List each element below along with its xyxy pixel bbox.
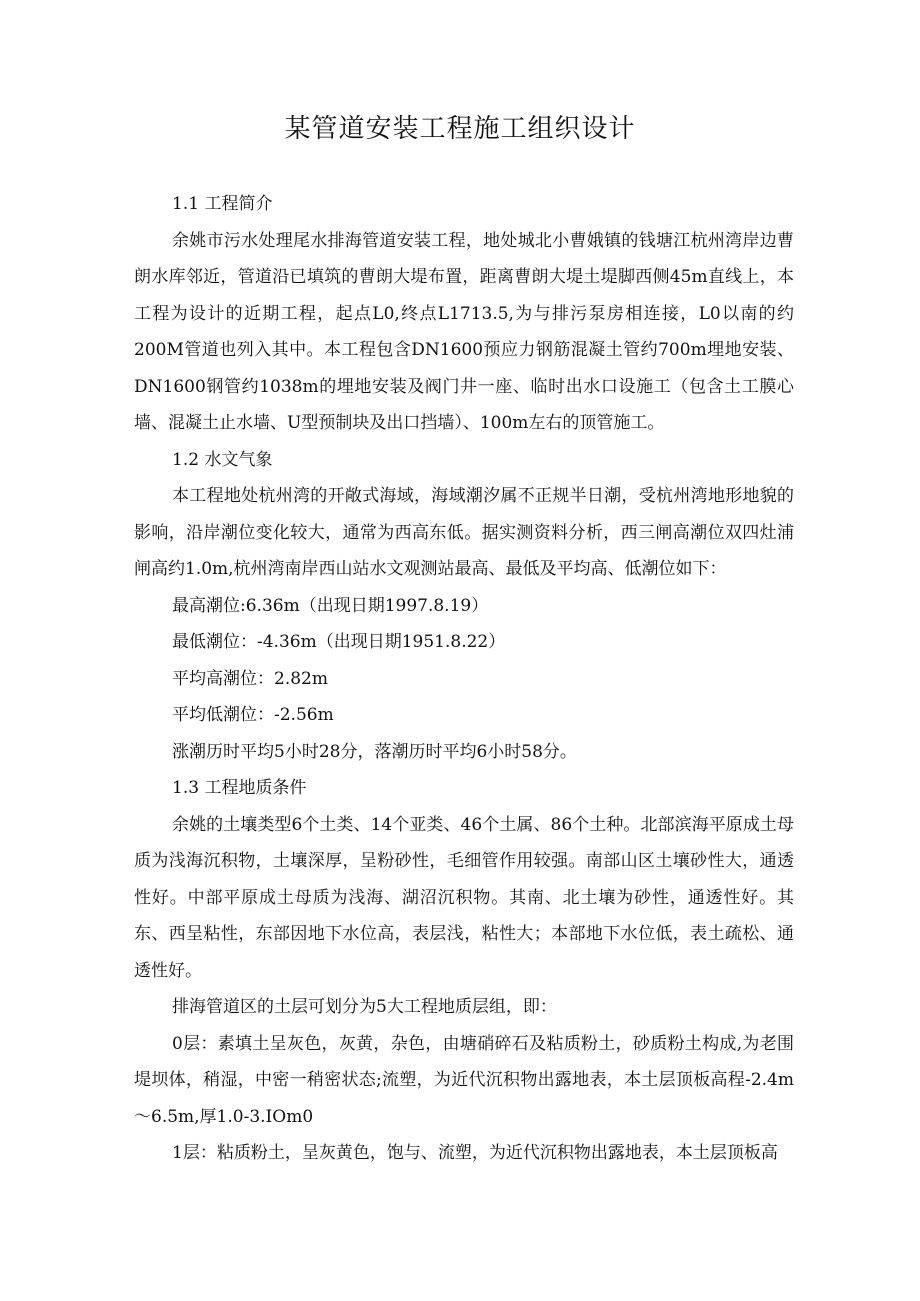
document-body	[134, 186, 794, 1172]
document-title: 某管道安装工程施工组织设计	[284, 114, 636, 144]
paragraph: 本工程地处杭州湾的开敞式海域，海域潮汐属不正规半日潮，受杭州湾地形地貌的影响，沿岸潮位变化较大，通常为西高东低。据实测资料分析，西三闸高潮位双四灶浦闸高约1.0m,杭州湾南岸西山站水文观测站最高、最低及平均高、低潮位如下：	[134, 486, 794, 579]
paragraph: 排海管道区的土层可划分为5大工程地质层组，即：	[172, 997, 557, 1017]
tide-line: 平均低潮位：-2.56m	[172, 705, 334, 725]
tide-line: 最高潮位:6.36m（出现日期1997.8.19）	[172, 595, 489, 616]
tide-line: 平均高潮位：2.82m	[172, 668, 328, 689]
section-heading: 1.1 工程简介	[172, 194, 273, 214]
paragraph: 1层：粘质粉土，呈灰黄色，饱与、流塑，为近代沉积物出露地表，本土层顶板高	[172, 1143, 778, 1163]
paragraph: 余姚市污水处理尾水排海管道安装工程，地处城北小曹娥镇的钱塘江杭州湾岸边曹朗水库邻近，管道沿已填筑的曹朗大堤布置，距离曹朗大堤土堤脚西侧45m直线上，本工程为设计的近期工程，起点L0,终点L1713.5,为与排污泵房相连接，L0以南的约200M管道也列入其中。本工程包含DN1600预应力钢筋混凝土管约700m埋地安装、DN1600钢管约1038m的埋地安装及阀门井一座、临时出水口设施工（包含土工膜心墙、混凝土止水墙、U型预制块及出口挡墙）、100m左右的顶管施工。	[134, 230, 794, 433]
section-heading: 1.3 工程地质条件	[172, 778, 307, 798]
tide-line: 涨潮历时平均5小时28分，落潮历时平均6小时58分。	[172, 741, 577, 762]
tide-line: 最低潮位：-4.36m（出现日期1951.8.22）	[172, 632, 506, 652]
paragraph: 0层：素填土呈灰色，灰黄，杂色，由塘硝碎石及粘质粉土，砂质粉土构成,为老围堤坝体，稍湿，中密一稍密状态;流塑，为近代沉积物出露地表，本土层顶板高程-2.4m～6.5m,厚1.0-3.IOm0	[134, 1033, 794, 1127]
paragraph: 余姚的土壤类型6个土类、14个亚类、46个土属、86个土种。北部滨海平原成土母质为浅海沉积物，土壤深厚，呈粉砂性，毛细管作用较强。南部山区土壤砂性大，通透性好。中部平原成土母质为浅海、湖沼沉积物。其南、北土壤为砂性，通透性好。其东、西呈粘性，东部因地下水位高，表层浅，粘性大；本部地下水位低，表土疏松、通透性好。	[134, 814, 794, 981]
section-heading: 1.2 水文气象	[172, 449, 273, 470]
